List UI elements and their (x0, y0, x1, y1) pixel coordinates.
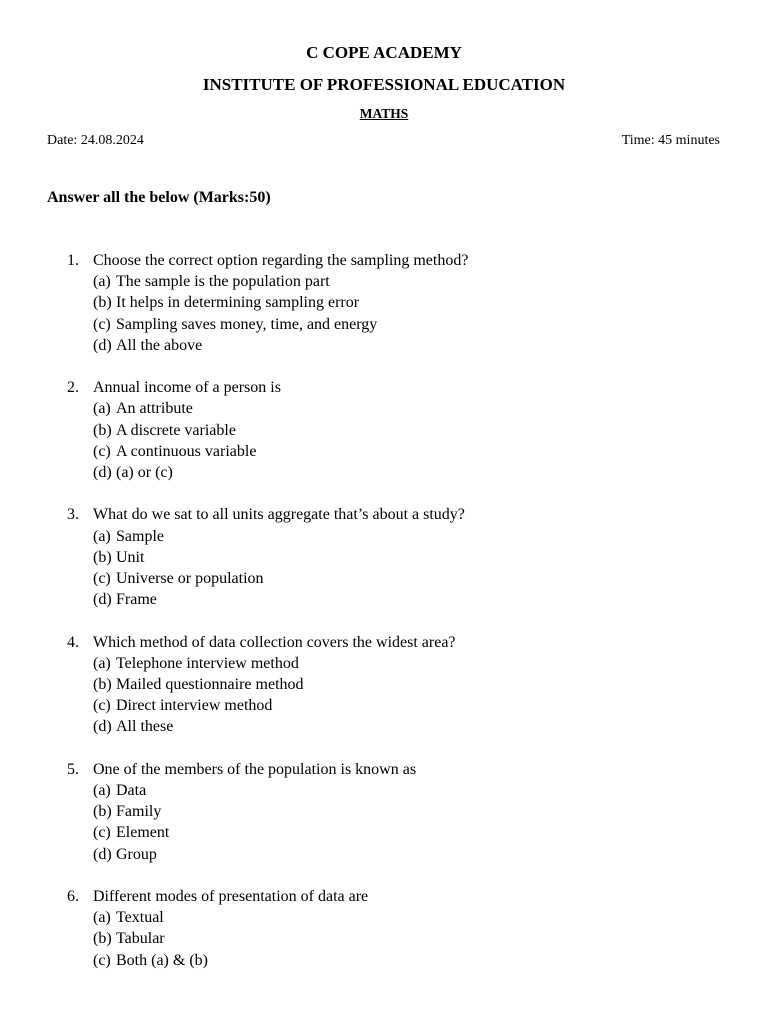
question-line (0, 250, 768, 271)
option-item (0, 420, 768, 441)
question-text: Which method of data collection covers the widest area? (93, 633, 456, 651)
question-number: 5. (67, 760, 79, 778)
question-text: Choose the correct option regarding the sampling method? (93, 252, 469, 269)
option-label: (d) (93, 336, 112, 354)
question-2 (0, 377, 768, 483)
option-label: (a) (93, 273, 111, 291)
option-text: An attribute (116, 400, 193, 418)
option-text: Data (116, 782, 147, 800)
option-label: (c) (93, 697, 111, 715)
option-item (0, 568, 768, 589)
option-label: (b) (93, 930, 112, 948)
option-text: (a) or (c) (116, 464, 173, 482)
option-item (0, 335, 768, 356)
option-text: Both (a) & (b) (116, 951, 208, 969)
option-item (0, 928, 768, 949)
question-number: 3. (67, 506, 79, 524)
option-label: (b) (93, 803, 112, 821)
question-6 (0, 886, 768, 971)
option-text: Sample (116, 527, 164, 545)
question-text: One of the members of the population is known as (93, 760, 417, 778)
question-text: Different modes of presentation of data are (93, 888, 369, 906)
question-line (0, 886, 768, 907)
option-label: (b) (93, 421, 112, 439)
question-number: 6. (67, 888, 79, 906)
option-label: (a) (93, 527, 111, 545)
option-label: (c) (93, 951, 111, 969)
question-text: What do we sat to all units aggregate that’s about a study? (93, 506, 465, 524)
option-text: Family (116, 803, 162, 821)
question-line (0, 632, 768, 653)
option-item (0, 526, 768, 547)
option-item (0, 653, 768, 674)
option-text: It helps in determining sampling error (116, 294, 360, 312)
exam-date: Date: 24.08.2024 (47, 133, 144, 148)
option-text: Group (116, 845, 157, 863)
option-item (0, 780, 768, 801)
question-line (0, 759, 768, 780)
option-item (0, 844, 768, 865)
option-label: (c) (93, 824, 111, 842)
option-text: All the above (116, 336, 203, 354)
option-text: A discrete variable (116, 421, 236, 439)
option-item (0, 589, 768, 610)
question-line (0, 377, 768, 398)
question-line (0, 504, 768, 525)
option-item (0, 292, 768, 313)
question-list (0, 250, 768, 992)
question-1 (0, 250, 768, 356)
option-label: (b) (93, 294, 112, 312)
option-text: Textual (116, 909, 164, 927)
option-label: (a) (93, 400, 111, 418)
option-text: Frame (116, 591, 157, 609)
option-item (0, 398, 768, 419)
option-label: (d) (93, 845, 112, 863)
option-text: Universe or population (116, 570, 264, 588)
question-4 (0, 632, 768, 738)
option-text: Element (116, 824, 170, 842)
question-5 (0, 759, 768, 865)
option-label: (d) (93, 591, 112, 609)
option-text: Mailed questionnaire method (116, 676, 304, 694)
question-number: 2. (67, 379, 79, 397)
option-label: (b) (93, 676, 112, 694)
option-label: (a) (93, 782, 111, 800)
academy-title: C COPE ACADEMY (306, 43, 462, 62)
option-label: (c) (93, 442, 111, 460)
option-label: (c) (93, 570, 111, 588)
option-item (0, 716, 768, 737)
option-text: Tabular (116, 930, 165, 948)
option-text: The sample is the population part (116, 273, 330, 291)
option-label: (a) (93, 654, 111, 672)
question-text: Annual income of a person is (93, 379, 281, 397)
option-item (0, 462, 768, 483)
option-text: Direct interview method (116, 697, 273, 715)
option-text: Sampling saves money, time, and energy (116, 315, 378, 333)
option-label: (d) (93, 718, 112, 736)
option-item (0, 441, 768, 462)
subject-title: MATHS (359, 106, 409, 121)
option-item (0, 314, 768, 335)
option-item (0, 950, 768, 971)
question-number: 4. (67, 633, 79, 651)
question-number: 1. (67, 252, 79, 269)
option-text: Unit (116, 548, 145, 566)
exam-time: Time: 45 minutes (621, 133, 720, 148)
option-label: (c) (93, 315, 111, 333)
option-label: (a) (93, 909, 111, 927)
question-3 (0, 504, 768, 610)
option-item (0, 271, 768, 292)
option-item (0, 801, 768, 822)
option-item (0, 674, 768, 695)
option-text: A continuous variable (116, 442, 257, 460)
option-text: Telephone interview method (116, 654, 299, 672)
option-text: All these (116, 718, 174, 736)
option-item (0, 907, 768, 928)
instructions: Answer all the below (Marks:50) (47, 189, 271, 206)
institute-title: INSTITUTE OF PROFESSIONAL EDUCATION (202, 75, 566, 94)
option-item (0, 547, 768, 568)
option-label: (b) (93, 548, 112, 566)
option-item (0, 822, 768, 843)
option-label: (d) (93, 464, 112, 482)
option-item (0, 695, 768, 716)
